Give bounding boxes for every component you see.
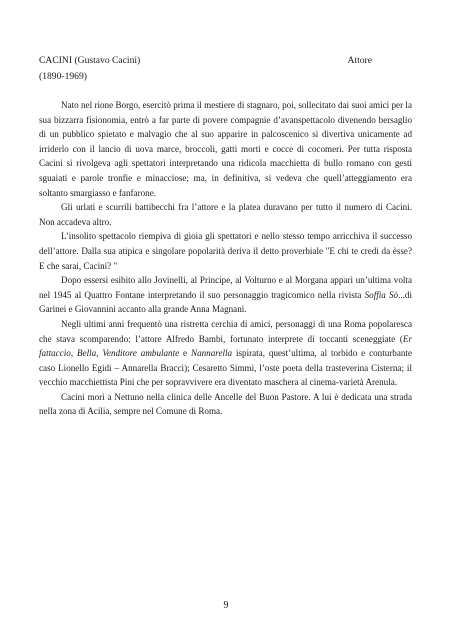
text-segment: Gli urlati e scurrili battibecchi fra l’attore e la platea duravano per tutto il numero di Cacini. Non accadeva altro. [39,202,412,227]
text-segment: , [70,348,77,359]
paragraph [39,98,412,200]
entry-header [39,53,372,85]
text-segment: ...di Garinei e Giovannini accanto alla grande Anna Magnani. [39,289,412,315]
paragraph [39,317,412,390]
entry-role: Attore [347,55,372,66]
text-segment: ispirata, quest’ultima, al torbido e conturbante caso Lionello Egidi – Annarella Bracci); Cesaretto Simmi, l’oste poeta della trasteverina Cisterna; il vecchio macchiettista Pini che per sopravvivere era diventato maschera al cinema-varietà Arenula. [39,348,412,388]
paragraph [39,273,412,317]
italic-title: Venditore ambulante [102,348,180,359]
paragraph [39,229,412,273]
text-segment: Negli ultimi anni frequentò una ristretta cerchia di amici, personaggi di una Roma popolaresca che stava scomparendo: l’attore Alfredo Bambi, fortunato interprete di toccanti sceneggiate ( [39,318,412,344]
italic-title: Er fattaccio [39,333,412,359]
text-segment: , [96,348,103,359]
text-segment: L’insolito spettacolo riempiva di gioia gli spettatori e nello stesso tempo arricchiva il successo dell’attore. Dalla sua atipica e singolare popolarità deriva il detto proverbiale "E chi te credi da èsse? E che sarai, Cacini? " [39,231,412,271]
text-segment: Cacini morì a Nettuno nella clinica delle Ancelle del Buon Pastore. A lui è dedicata una strada nella zona di Acilia, sempre nel Comune di Roma. [39,391,412,417]
page-number: 9 [223,600,229,611]
text-segment: Dopo essersi esibito allo Jovinelli, al Principe, al Volturno e al Morgana apparì un’ultima volta nel 1945 al Quattro Fontane interpretando il suo personaggio tragicomico nella rivista [39,275,412,300]
italic-title: Soffia Sò [364,289,399,300]
paragraph [39,200,412,229]
biography-text [39,98,412,419]
italic-title: Bella [77,348,97,359]
text-segment: Nato nel rione Borgo, esercitò prima il mestiere di stagnaro, poi, sollecitato dai suoi amici per la sua bizzarra fisionomia, entrò a far parte di povere compagnie d’avanspettacolo divenendo bersaglio di un pubblico spietato e malvagio che al suo apparire in palcoscenico si divertiva unicamente ad irriderlo con il lancio di uova marce, broccoli, gatti morti e cocce di cocomeri. Per tutta risposta Cacini si rivolgeva agli spettatori interpretando una ridicola macchietta di bullo romano con gesti sguaiati e parole tronfie e minacciose; ma, in definitiva, si vedeva che quell’atteggiamento era soltanto smargiasso e fanfarone. [39,100,412,198]
entry-years: (1890-1969) [39,71,87,82]
italic-title: Nannarella [191,348,233,359]
entry-name: CACINI (Gustavo Cacini) [39,55,141,66]
header-row [39,53,372,69]
text-segment: e [179,348,191,359]
paragraph [39,390,412,419]
